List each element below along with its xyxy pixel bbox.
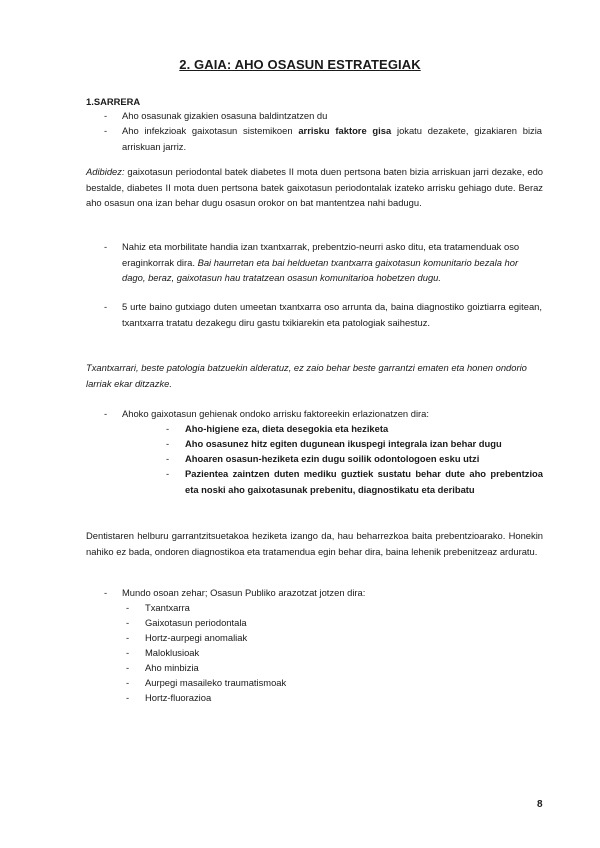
world-item: Gaixotasun periodontala — [145, 617, 247, 628]
bullet-dash: - — [104, 241, 108, 252]
section-heading: 1.SARRERA — [86, 96, 141, 107]
risk-intro: Ahoko gaixotasun gehienak ondoko arrisku faktoreekin erlazionatzen dira: — [122, 408, 429, 419]
bullet-dash: - — [166, 438, 170, 449]
example-text: gaixotasun periodontal batek diabetes II mota duen pertsona baten bizia arriskuan jarri dezake, edo bestalde, diabetes II mota duen pertsona batek gaixotasun periodontalak izateko arrisku gehiago dute. Beraz aho osasun ona izan behar dugu osasun orokor on bat mantentzea nahi badugu. — [86, 166, 543, 208]
bullet-dash: - — [126, 662, 130, 673]
bullet-dash: - — [166, 453, 170, 464]
intro-bullet-2-bold: arrisku faktore gisa — [298, 125, 392, 136]
bullet-dash: - — [126, 677, 130, 688]
intro-bullet-2-text-end: jokatu dezakete, gizakiaren bizia arriskuan jarriz. — [122, 125, 543, 152]
morbidity-text: Nahiz eta morbilitate handia izan txantxarrak, prebentzio-neurri asko ditu, eta tratamenduak oso eraginkorrak dira. — [122, 241, 520, 268]
world-intro: Mundo osoan zehar; Osasun Publiko arazotzat jotzen dira: — [122, 587, 366, 598]
dentist-paragraph: Dentistaren helburu garrantzitsuetakoa heziketa izango da, hau beharrezkoa baita prebentzioarako. Honekin nahiko ez bada, ondoren diagnostikoa eta tratamendua egin behar dira, baina lehenik prebenitzeaz arduratu. — [86, 530, 543, 557]
bullet-dash: - — [166, 423, 170, 434]
risk-item: Aho osasunez hitz egiten dugunean ikuspegi integrala izan behar dugu — [185, 438, 502, 449]
world-item: Hortz-fluorazioa — [145, 692, 212, 703]
bullet-dash: - — [104, 301, 108, 312]
risk-item: Pazientea zaintzen duten mediku guztiek sustatu behar dute aho prebentzioa eta noski aho gaixotasunak prebenitu, diagnostikatu eta deribatu — [185, 468, 543, 495]
risk-item: Ahoaren osasun-heziketa ezin dugu soilik odontologoen esku utzi — [185, 453, 480, 464]
example-paragraph — [86, 164, 543, 211]
morbidity-italic: Bai haurretan eta bai helduetan txantxarra gaixotasun komunitario bezala hor dago, beraz, gaixotasun hau tratatzean osasun komunitarioa hobetzen dugu. — [122, 256, 519, 283]
bullet-dash: - — [104, 587, 108, 598]
page-title: 2. GAIA: AHO OSASUN ESTRATEGIAK — [179, 57, 421, 72]
bullet-dash: - — [166, 468, 170, 479]
bullet-dash: - — [126, 602, 130, 613]
world-item: Txantxarra — [145, 602, 190, 613]
intro-bullet-1: Aho osasunak gizakien osasuna baldintzatzen du — [122, 110, 328, 121]
bullet-dash: - — [126, 692, 130, 703]
bullet-dash: - — [126, 617, 130, 628]
intro-bullet-2-text: Aho infekzioak gaixotasun sistemikoen — [122, 125, 299, 136]
world-item: Maloklusioak — [145, 647, 200, 658]
world-item: Hortz-aurpegi anomaliak — [145, 632, 248, 643]
children-bullet: 5 urte baino gutxiago duten umeetan txantxarra oso arrunta da, baina diagnostiko goiztiarra egitean, txantxarra tratatu dezakegu diru gastu txikiarekin eta patologiak saihestuz. — [122, 301, 542, 328]
page-number: 8 — [537, 799, 543, 810]
bullet-dash: - — [126, 647, 130, 658]
risk-item: Aho-higiene eza, dieta desegokia eta heziketa — [185, 423, 389, 434]
italic-paragraph: Txantxarrari, beste patologia batzuekin alderatuz, ez zaio behar beste garrantzi ematen eta honen ondorio larriak ekar ditzazke. — [86, 362, 527, 389]
intro-bullet-2 — [122, 123, 542, 154]
bullet-dash: - — [104, 408, 108, 419]
bullet-dash: - — [104, 125, 108, 136]
morbidity-bullet — [122, 239, 542, 286]
world-item: Aurpegi masaileko traumatismoak — [145, 677, 287, 688]
example-label: Adibidez: — [86, 166, 125, 177]
bullet-dash: - — [126, 632, 130, 643]
world-item: Aho minbizia — [145, 662, 199, 673]
bullet-dash: - — [104, 110, 108, 121]
